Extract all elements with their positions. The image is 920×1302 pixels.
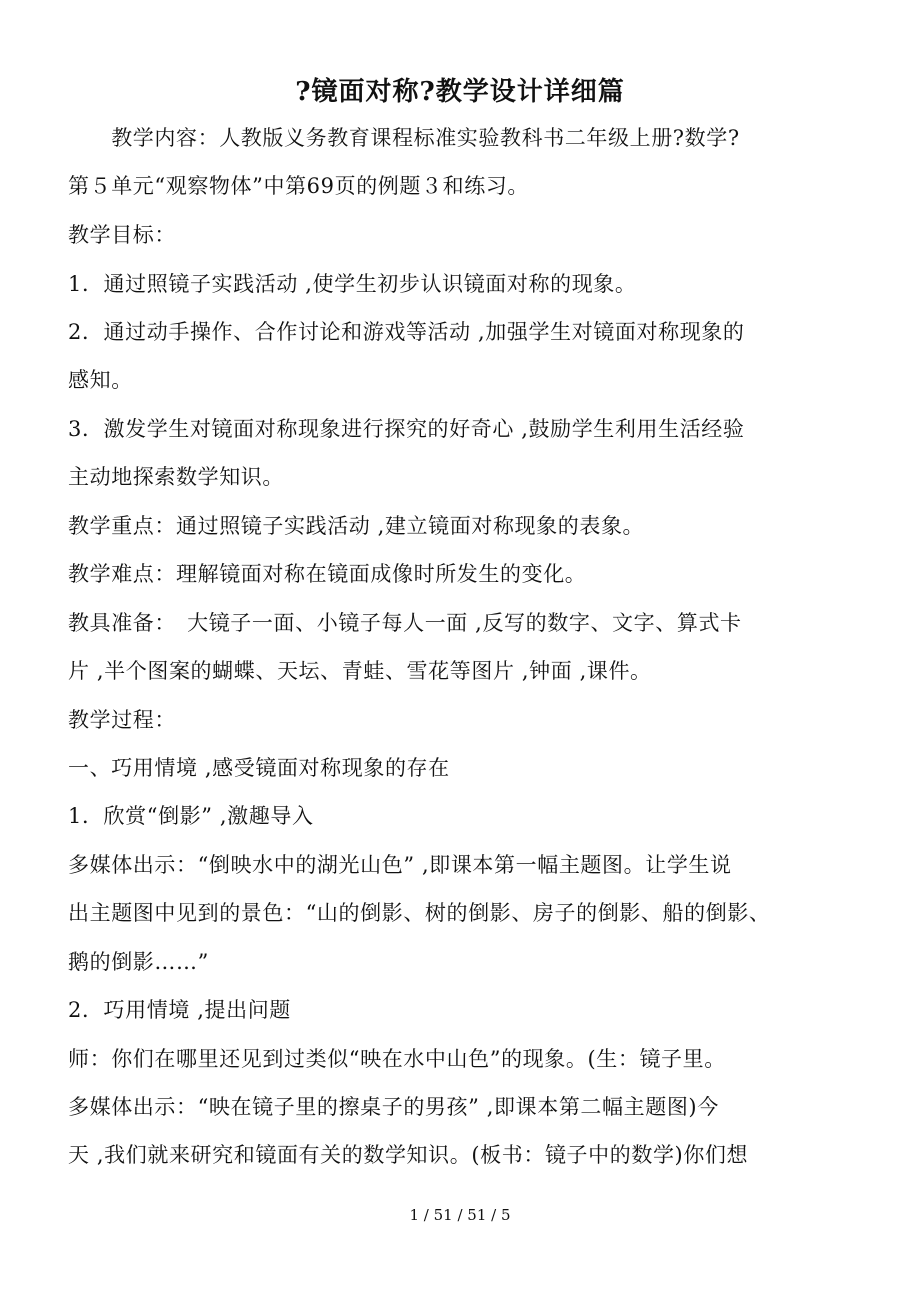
text-line-content-1: 教学内容：人教版义务教育课程标准实验教科书二年级上册?数学?	[68, 126, 740, 150]
text-line-step-1: 1．欣赏“倒影” ,激趣导入	[68, 804, 314, 828]
text-line-step-2-text-c: 天 ,我们就来研究和镜面有关的数学知识。(板书：镜子中的数学)你们想	[68, 1143, 749, 1167]
document-title: ?镜面对称?教学设计详细篇	[295, 77, 625, 107]
text-line-step-2-text-a: 师：你们在哪里还见到过类似“映在水中山色”的现象。(生：镜子里。	[68, 1047, 726, 1071]
text-line-goal-3b: 主动地探索数学知识。	[68, 465, 284, 489]
text-line-tools-a: 教具准备： 大镜子一面、小镜子每人一面 ,反写的数字、文字、算式卡	[68, 611, 742, 635]
text-line-tools-b: 片 ,半个图案的蝴蝶、天坛、青蛙、雪花等图片 ,钟面 ,课件。	[68, 659, 652, 683]
text-line-key-point: 教学重点：通过照镜子实践活动 ,建立镜面对称现象的表象。	[68, 514, 645, 538]
text-line-goal-1: 1．通过照镜子实践活动 ,使学生初步认识镜面对称的现象。	[68, 272, 637, 296]
text-line-step-2-text-b: 多媒体出示：“映在镜子里的擦桌子的男孩” ,即课本第二幅主题图)今	[68, 1095, 719, 1119]
text-line-step-2: 2．巧用情境 ,提出问题	[68, 998, 291, 1022]
text-line-goal-2b: 感知。	[68, 368, 133, 392]
text-line-goals-heading: 教学目标：	[68, 223, 176, 247]
text-line-step-1-text-a: 多媒体出示：“倒映水中的湖光山色” ,即课本第一幅主题图。让学生说	[68, 853, 732, 877]
text-line-content-2: 第５单元“观察物体”中第69页的例题３和练习。	[68, 174, 529, 198]
text-line-section-1: 一、巧用情境 ,感受镜面对称现象的存在	[68, 756, 450, 780]
text-line-difficulty: 教学难点：理解镜面对称在镜面成像时所发生的变化。	[68, 562, 587, 586]
page-number: 1 / 51 / 51 / 5	[409, 1206, 511, 1224]
text-line-goal-2a: 2．通过动手操作、合作讨论和游戏等活动 ,加强学生对镜面对称现象的	[68, 320, 745, 344]
text-line-step-1-text-c: 鹅的倒影……”	[68, 950, 209, 974]
text-line-process-heading: 教学过程：	[68, 708, 176, 732]
text-line-goal-3a: 3．激发学生对镜面对称现象进行探究的好奇心 ,鼓励学生利用生活经验	[68, 417, 745, 441]
text-line-step-1-text-b: 出主题图中见到的景色：“山的倒影、树的倒影、房子的倒影、船的倒影、	[68, 901, 771, 925]
